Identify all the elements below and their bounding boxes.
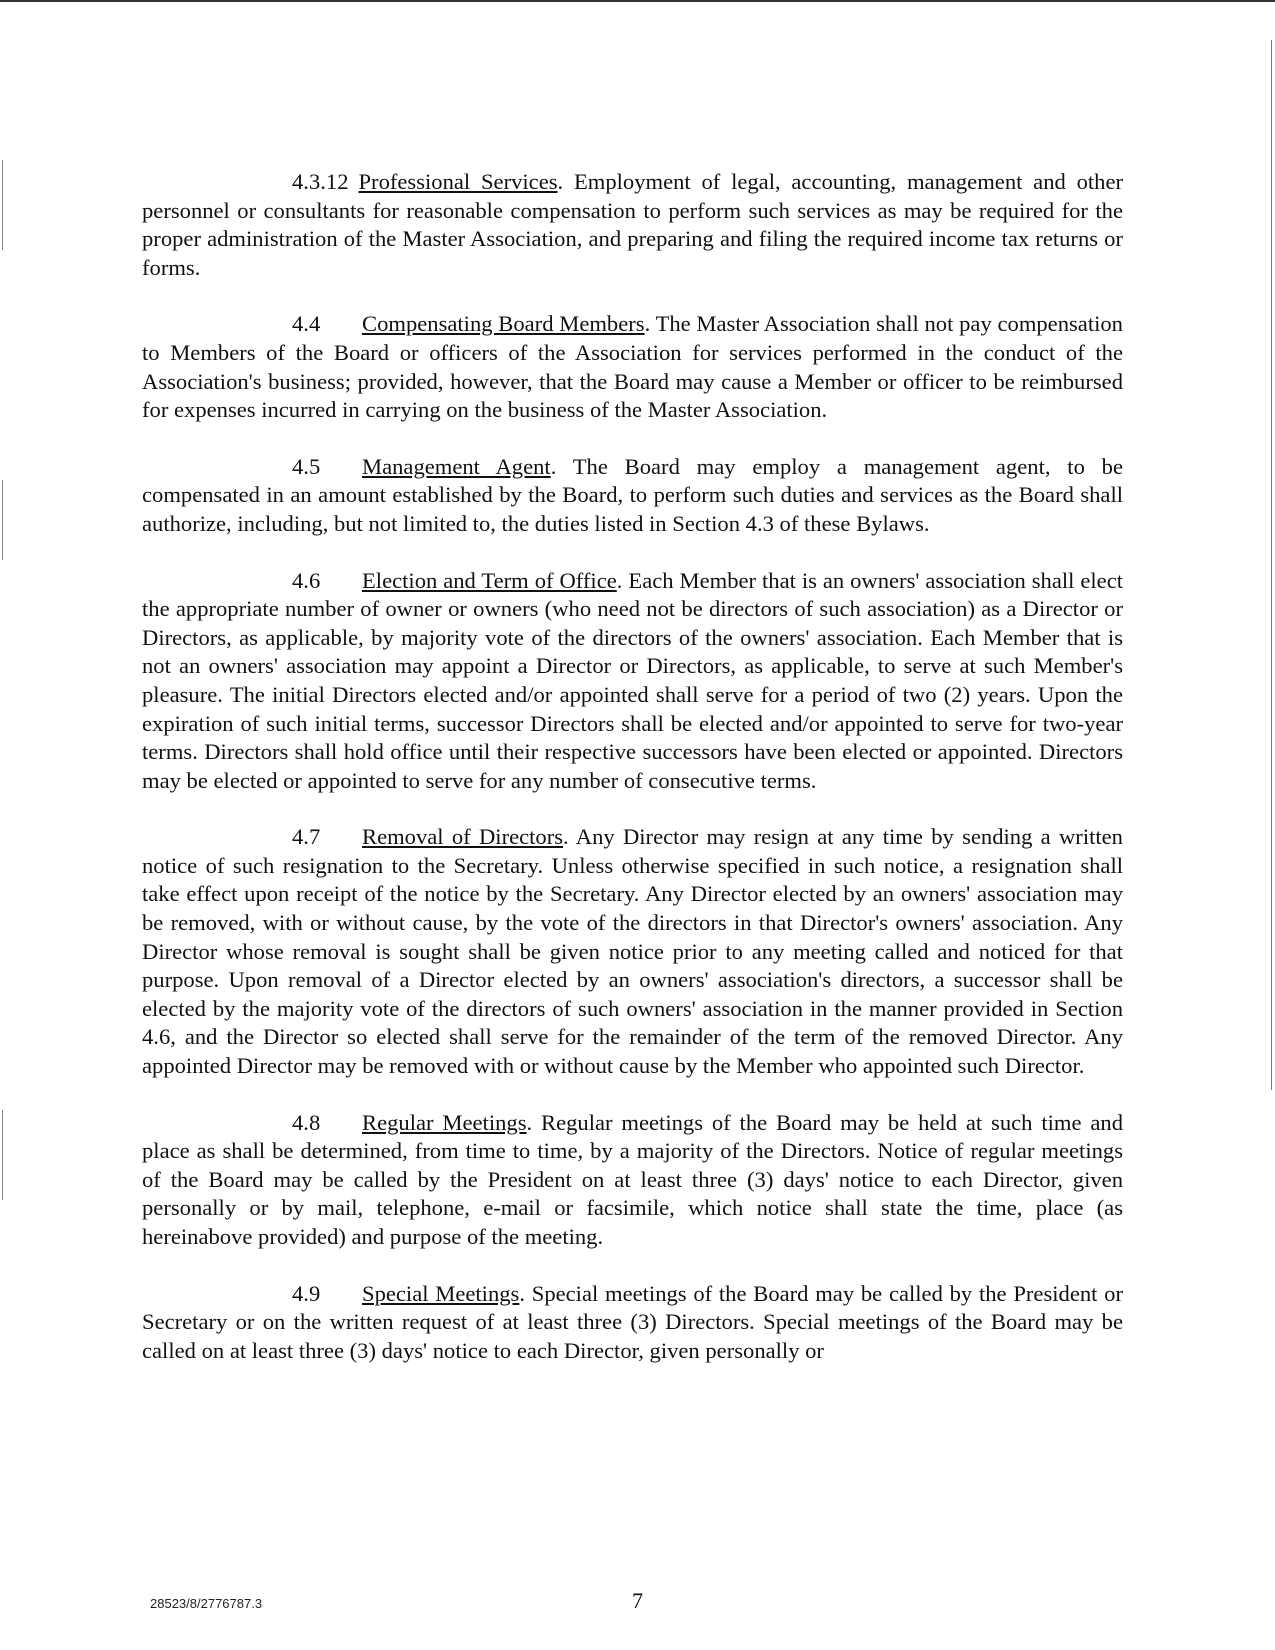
section-4-5: 4.5 Management Agent. The Board may employ a management agent, to be compensated in an amount established by the Board, to perform such duties and services as the Board shall authorize, including, but not limited to, the duties listed in Section 4.3 of these Bylaws. [142,453,1123,536]
scan-mark-right [1271,40,1272,1090]
document-code: 28523/8/2776787.3 [150,1596,263,1611]
section-number: 4.4 [292,311,321,337]
section-4-8: 4.8 Regular Meetings. Regular meetings of the Board may be held at such time and place as shall be determined, from time to time, by a majority of the Directors. Notice of regular meetings of the Board may be called by the President on at least three (3) days' notice to each Director, given personally or by mail, telephone, e-mail or facsimile, which notice shall state the time, place (as hereinabove provided) and purpose of the meeting. [142,1109,1123,1249]
section-number: 4.5 [292,453,321,479]
section-heading: Management Agent [362,453,551,479]
section-number: 4.9 [292,1280,321,1306]
section-number: 4.6 [292,567,321,593]
section-text: The Board may employ a management agent, to be compensated in an amount established by the Board, to perform such duties and services as the Board shall authorize, including, but not limited to, the duties listed in Section 4.3 of these Bylaws. [142,453,1123,536]
section-heading: Special Meetings [362,1280,520,1306]
section-heading: Removal of Directors [362,824,564,850]
section-4-9: 4.9 Special Meetings. Special meetings of the Board may be called by the President or Secretary or on the written request of at least three (3) Directors. Special meetings of the Board may be called on at least three (3) days' notice to each Director, given personally or [142,1280,1123,1363]
section-text: The Master Association shall not pay compensation to Members of the Board or officers of the Association for services performed in the conduct of the Association's business; provided, however, that the Board may cause a Member or officer to be reimbursed for expenses incurred in carrying on the business of the Master Association. [142,311,1123,423]
scan-mark-left-1 [2,160,3,250]
section-4-4: 4.4 Compensating Board Members. The Master Association shall not pay compensation to Members of the Board or officers of the Association for services performed in the conduct of the Association's business; provided, however, that the Board may cause a Member or officer to be reimbursed for expenses incurred in carrying on the business of the Master Association. [142,311,1123,423]
section-4-7: 4.7 Removal of Directors. Any Director may resign at any time by sending a written notice of such resignation to the Secretary. Unless otherwise specified in such notice, a resignation shall take effect upon receipt of the notice by the Secretary. Any Director elected by an owners' association may be removed, with or without cause, by the vote of the directors in that Director's owners' association. Any Director whose removal is sought shall be given notice prior to any meeting called and noticed for that purpose. Upon removal of a Director elected by an owners' association's directors, a successor shall be elected by the majority vote of the directors of such owners' association in the manner provided in Section 4.6, and the Director so elected shall serve for the remainder of the term of the removed Director. Any appointed Director may be removed with or without cause by the Member who appointed such Director. [142,824,1123,1079]
page-top-rule [0,0,1275,2]
section-text: Special meetings of the Board may be called by the President or Secretary or on the written request of at least three (3) Directors. Special meetings of the Board may be called on at least three (3) days' notice to each Director, given personally or [142,1280,1123,1363]
page-number: 7 [632,1588,643,1613]
scan-mark-left-2 [2,480,3,560]
section-number: 4.8 [292,1109,321,1135]
section-4-3-12: 4.3.12 Professional Services. Employment of legal, accounting, management and other personnel or consultants for reasonable compensation to perform such services as may be required for the proper administration of the Master Association, and preparing and filing the required income tax returns or forms. [142,169,1124,280]
section-number: 4.7 [292,824,321,850]
section-text: Regular meetings of the Board may be held at such time and place as shall be determined, from time to time, by a majority of the Directors. Notice of regular meetings of the Board may be called by the President on at least three (3) days' notice to each Director, given personally or by mail, telephone, e-mail or facsimile, which notice shall state the time, place (as hereinabove provided) and purpose of the meeting. [142,1109,1123,1249]
scan-mark-left-3 [2,1110,3,1200]
section-heading: Regular Meetings [362,1109,527,1135]
section-text: Any Director may resign at any time by sending a written notice of such resignation to the Secretary. Unless otherwise specified in such notice, a resignation shall take effect upon receipt of the notice by the Secretary. Any Director elected by an owners' association may be removed, with or without cause, by the vote of the directors in that Director's owners' association. Any Director whose removal is sought shall be given notice prior to any meeting called and noticed for that purpose. Upon removal of a Director elected by an owners' association's directors, a successor shall be elected by the majority vote of the directors of such owners' association in the manner provided in Section 4.6, and the Director so elected shall serve for the remainder of the term of the removed Director. Any appointed Director may be removed with or without cause by the Member who appointed such Director. [142,824,1123,1079]
section-heading: Election and Term of Office [362,567,617,593]
document-body [142,168,1123,1393]
section-number: 4.3.12 [292,169,349,194]
section-heading: Professional Services [358,169,558,194]
section-text: Employment of legal, accounting, management and other personnel or consultants for reasonable compensation to perform such services as may be required for the proper administration of the Master Association, and preparing and filing the required income tax returns or forms. [142,169,1124,280]
section-text: Each Member that is an owners' association shall elect the appropriate number of owner or owners (who need not be directors of such association) as a Director or Directors, as applicable, by majority vote of the directors of the owners' association. Each Member that is not an owners' association may appoint a Director or Directors, as applicable, to serve at such Member's pleasure. The initial Directors elected and/or appointed shall serve for a period of two (2) years. Upon the expiration of such initial terms, successor Directors shall be elected and/or appointed to serve for two-year terms. Directors shall hold office until their respective successors have been elected or appointed. Directors may be elected or appointed to serve for any number of consecutive terms. [142,567,1124,793]
section-heading: Compensating Board Members [362,311,645,337]
section-4-6: 4.6 Election and Term of Office. Each Member that is an owners' association shall elect the appropriate number of owner or owners (who need not be directors of such association) as a Director or Directors, as applicable, by majority vote of the directors of the owners' association. Each Member that is not an owners' association may appoint a Director or Directors, as applicable, to serve at such Member's pleasure. The initial Directors elected and/or appointed shall serve for a period of two (2) years. Upon the expiration of such initial terms, successor Directors shall be elected and/or appointed to serve for two-year terms. Directors shall hold office until their respective successors have been elected or appointed. Directors may be elected or appointed to serve for any number of consecutive terms. [142,567,1124,793]
